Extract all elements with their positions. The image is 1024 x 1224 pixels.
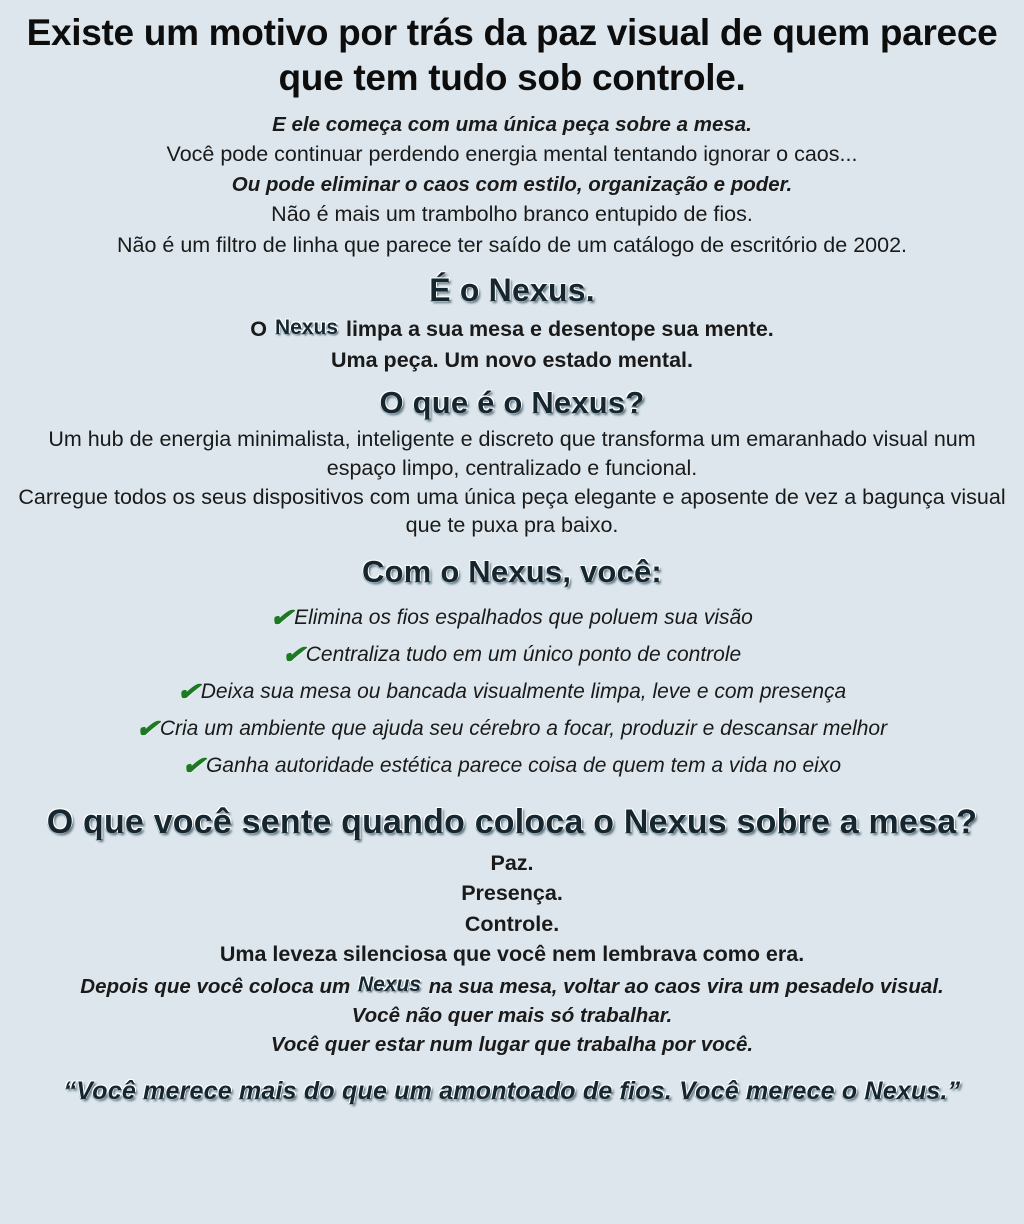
intro-line-4: Não é mais um trambolho branco entupido de fios. bbox=[271, 201, 753, 226]
what-paragraph-2: Carregue todos os seus dispositivos com uma única peça elegante e aposente de vez a bagunça visual que te puxa pra baixo. bbox=[18, 484, 1006, 538]
list-item bbox=[14, 674, 1010, 711]
what-heading: O que é o Nexus? bbox=[379, 385, 645, 421]
check-icon: ✔ bbox=[135, 715, 160, 744]
final-quote: “Você merece mais do que um amontoado de fios. Você merece o Nexus.” bbox=[63, 1077, 961, 1106]
nexus-claim-prefix: O bbox=[250, 317, 267, 342]
feeling-line-3: Você quer estar num lugar que trabalha por você. bbox=[270, 1033, 754, 1057]
what-paragraph-1: Um hub de energia minimalista, inteligente e discreto que transforma um emaranhado visual num espaço limpo, centralizado e funcional. bbox=[48, 427, 976, 480]
brand-nexus-inline: Nexus bbox=[357, 972, 421, 996]
feeling-line-1: Uma leveza silenciosa que você nem lembrava como era. bbox=[219, 942, 805, 967]
list-item bbox=[14, 600, 1010, 637]
feeling-line-2: Você não quer mais só trabalhar. bbox=[351, 1003, 673, 1027]
check-icon: ✔ bbox=[281, 641, 306, 670]
feeling-closing-prefix: Depois que você coloca um bbox=[80, 974, 351, 998]
intro-line-3: Ou pode eliminar o caos com estilo, organização e poder. bbox=[231, 172, 793, 196]
feeling-closing bbox=[14, 970, 1010, 1001]
check-icon: ✔ bbox=[181, 752, 206, 781]
feeling-section bbox=[14, 801, 1010, 1059]
nexus-section bbox=[14, 272, 1010, 375]
brand-nexus-inline: Nexus bbox=[274, 316, 338, 340]
benefit-text: Deixa sua mesa ou bancada visualmente limpa, leve e com presença bbox=[200, 680, 847, 704]
nexus-claim-suffix: limpa a sua mesa e desentope sua mente. bbox=[345, 317, 774, 342]
intro-line-2: Você pode continuar perdendo energia mental tentando ignorar o caos... bbox=[166, 142, 858, 167]
nexus-tagline: Uma peça. Um novo estado mental. bbox=[330, 347, 693, 372]
feeling-word-2: Presença. bbox=[461, 881, 563, 906]
benefits-heading: Com o Nexus, você: bbox=[362, 554, 662, 590]
list-item bbox=[14, 748, 1010, 785]
intro-line-5: Não é um filtro de linha que parece ter saído de um catálogo de escritório de 2002. bbox=[116, 232, 907, 257]
nexus-heading: É o Nexus. bbox=[429, 272, 595, 309]
benefit-text: Cria um ambiente que ajuda seu cérebro a focar, produzir e descansar melhor bbox=[159, 717, 888, 741]
list-item bbox=[14, 637, 1010, 674]
feeling-heading: O que você sente quando coloca o Nexus sobre a mesa? bbox=[46, 803, 978, 842]
nexus-claim bbox=[14, 313, 1010, 345]
list-item bbox=[14, 711, 1010, 748]
intro-line-1: E ele começa com uma única peça sobre a mesa. bbox=[272, 113, 752, 137]
feeling-closing-suffix: na sua mesa, voltar ao caos vira um pesadelo visual. bbox=[428, 974, 944, 998]
benefits-section bbox=[14, 554, 1010, 785]
page-title: Existe um motivo por trás da paz visual de quem parece que tem tudo sob controle. bbox=[26, 12, 998, 99]
benefit-text: Ganha autoridade estética parece coisa de quem tem a vida no eixo bbox=[205, 754, 842, 778]
what-section bbox=[14, 385, 1010, 540]
benefit-text: Elimina os fios espalhados que poluem sua visão bbox=[294, 606, 753, 630]
feeling-word-3: Controle. bbox=[464, 911, 560, 936]
check-icon: ✔ bbox=[269, 604, 294, 633]
benefit-text: Centraliza tudo em um único ponto de controle bbox=[305, 643, 742, 667]
benefits-list bbox=[14, 600, 1010, 785]
check-icon: ✔ bbox=[176, 678, 201, 707]
intro-block bbox=[14, 110, 1010, 260]
feeling-word-1: Paz. bbox=[490, 850, 534, 875]
